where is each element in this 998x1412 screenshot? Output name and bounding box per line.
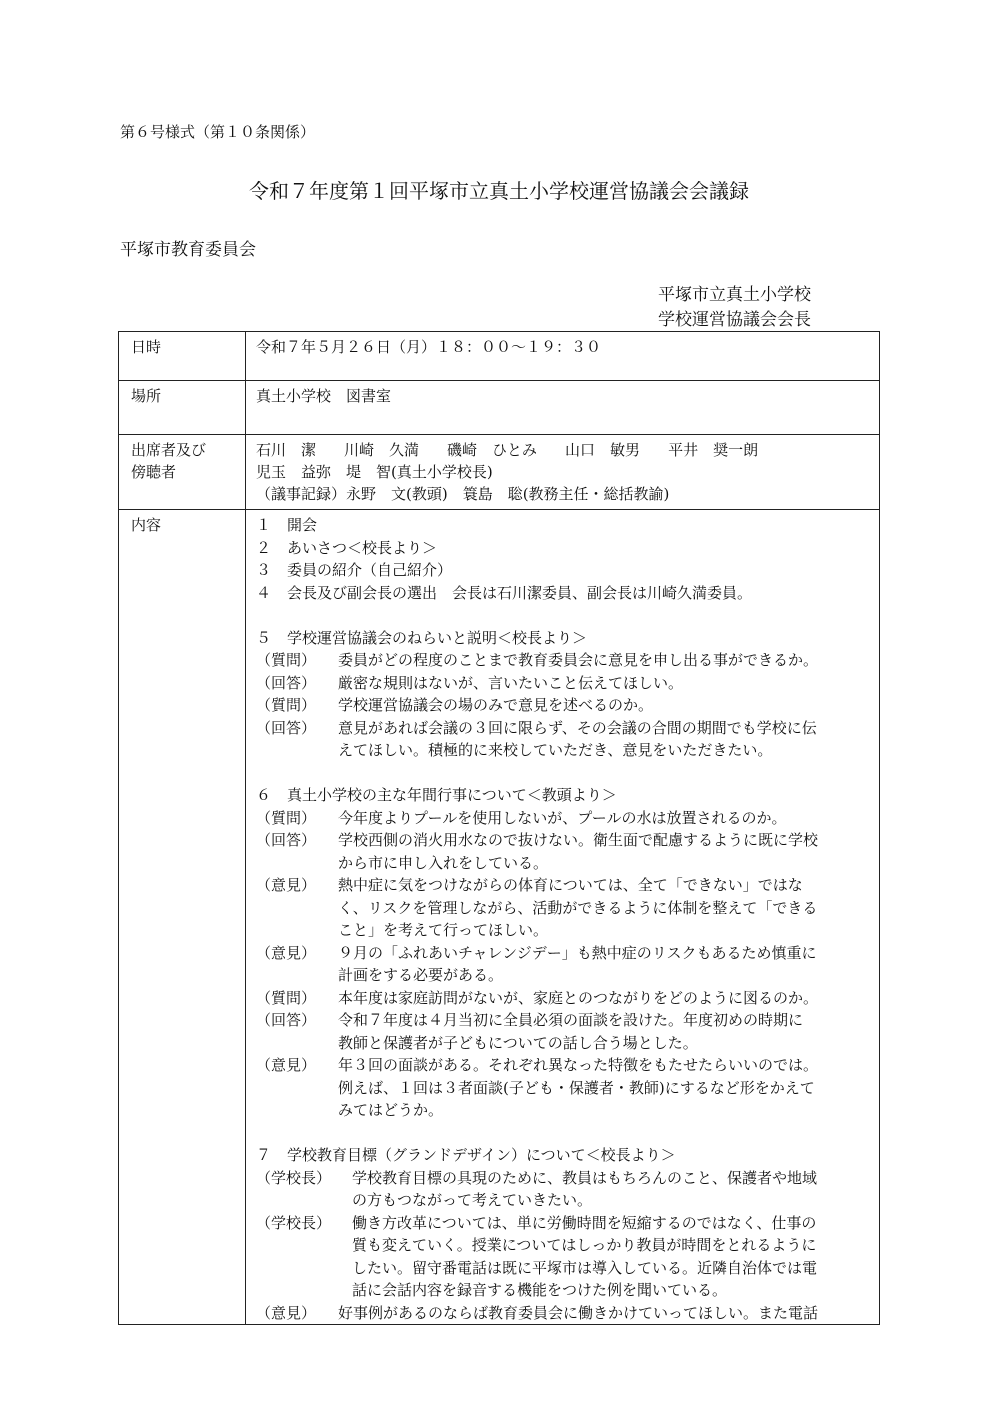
datetime-label: 日時 xyxy=(119,332,246,381)
entry-text-line: 厳密な規則はないが、言いたいこと伝えてほしい。 xyxy=(338,673,684,692)
entry-type-label: （学校長） xyxy=(256,1213,332,1232)
attendee-name: 平井 奨一朗 xyxy=(668,441,759,459)
entry-type-label: （意見） xyxy=(256,1056,317,1074)
entry-text-line: 学校教育目標の具現のために、教員はもちろんのこと、保護者や地域 xyxy=(352,1168,818,1187)
attendees-line1 xyxy=(256,439,873,461)
entry-text xyxy=(338,694,873,717)
discussion-entry xyxy=(256,672,873,695)
entry-text xyxy=(338,807,873,830)
agenda-items xyxy=(256,514,873,604)
document-title: 令和７年度第１回平塚市立真土小学校運営協議会会議録 xyxy=(249,179,749,203)
place-label: 場所 xyxy=(119,381,246,435)
entry-text-line: 熱中症に気をつけながらの体育については、全て「できない」ではな xyxy=(338,876,803,894)
row-place xyxy=(119,381,880,435)
section-heading xyxy=(256,784,873,807)
discussion-entry xyxy=(256,1167,873,1212)
section-5 xyxy=(256,627,873,762)
attendees-value xyxy=(246,435,880,510)
entry-text-line: 学校西側の消火用水なので抜けない。衛生面で配慮するように既に学校 xyxy=(338,831,819,849)
discussion-entry xyxy=(256,1212,873,1302)
section-6 xyxy=(256,784,873,1122)
entry-type-label: （意見） xyxy=(256,943,317,962)
agenda-item-number: ４ xyxy=(256,583,272,602)
entry-text xyxy=(338,717,873,762)
attendee-name: 石川 潔 xyxy=(256,441,317,459)
entry-text-line: えてほしい。積極的に来校していただき、意見をいただきたい。 xyxy=(338,741,773,759)
discussion-entry xyxy=(256,649,873,672)
row-attendees xyxy=(119,435,880,510)
attendees-line2: 児玉 益弥 堤 智(真土小学校長) xyxy=(256,463,493,481)
agenda-item xyxy=(256,582,873,605)
entry-text-line: 学校運営協議会の場のみで意見を述べるのか。 xyxy=(338,696,654,714)
section-heading-text: 真土小学校の主な年間行事について＜教頭より＞ xyxy=(287,786,617,804)
agenda-item-text: 開会 xyxy=(287,516,318,534)
entry-text-line: く、リスクを管理しながら、活動ができるように体制を整えて「できる xyxy=(338,898,818,917)
entry-text-line: したい。留守番電話は既に平塚市は導入している。近隣自治体では電 xyxy=(352,1258,818,1277)
entry-text-line: 委員がどの程度のことまで教育委員会に意見を申し出る事ができるか。 xyxy=(338,651,819,669)
entry-text-line: の方もつながって考えていきたい。 xyxy=(352,1191,593,1209)
entry-text xyxy=(338,1054,873,1122)
agenda-item-text: 委員の紹介（自己紹介） xyxy=(287,561,453,579)
entry-text-line: 令和７年度は４月当初に全員必須の面談を設けた。年度初めの時期に xyxy=(338,1011,804,1029)
discussion-entry xyxy=(256,694,873,717)
attendees-label-line1: 出席者及び xyxy=(131,441,207,459)
section-number: ７ xyxy=(256,1146,272,1164)
discussion-entry xyxy=(256,717,873,762)
place-value: 真土小学校 図書室 xyxy=(246,381,880,435)
content-value xyxy=(246,510,880,1325)
entry-text xyxy=(338,874,873,942)
discussion-entry xyxy=(256,829,873,874)
entry-type-label: （回答） xyxy=(256,718,317,737)
section-number: ６ xyxy=(256,786,272,804)
entry-text xyxy=(338,1009,873,1054)
form-number: 第６号様式（第１０条関係） xyxy=(120,123,316,141)
discussion-entry xyxy=(256,987,873,1010)
entry-text-line: 計画をする必要がある。 xyxy=(338,966,504,984)
row-content xyxy=(119,510,880,1325)
entry-text-line: ９月の「ふれあいチャレンジデー」も熱中症のリスクもあるため慎重に xyxy=(338,943,817,962)
minutes-table xyxy=(118,331,880,1325)
content-label: 内容 xyxy=(119,510,246,1325)
section-number: ５ xyxy=(256,628,272,647)
entry-text-line: 例えば、１回は３者面談(子ども・保護者・教師)にするなど形をかえて xyxy=(338,1078,815,1097)
agenda-item-number: １ xyxy=(256,516,272,534)
discussion-entry xyxy=(256,874,873,942)
section-heading xyxy=(256,627,873,650)
entry-type-label: （質問） xyxy=(256,651,317,669)
section-7 xyxy=(256,1144,873,1324)
sender-block xyxy=(658,283,811,333)
entry-text-line: から市に申し入れをしている。 xyxy=(338,853,549,872)
entry-type-label: （学校長） xyxy=(256,1168,332,1187)
agenda-item xyxy=(256,559,873,582)
recipient: 平塚市教育委員会 xyxy=(120,240,256,260)
section-heading-text: 学校運営協議会のねらいと説明＜校長より＞ xyxy=(287,628,588,647)
discussion-entry xyxy=(256,1054,873,1122)
entry-type-label: （意見） xyxy=(256,1303,317,1322)
section-heading xyxy=(256,1144,873,1167)
attendee-name: 磯崎 ひとみ xyxy=(447,441,538,459)
sender-title: 学校運営協議会会長 xyxy=(658,310,811,330)
agenda-item xyxy=(256,537,873,560)
entry-type-label: （回答） xyxy=(256,1011,317,1029)
agenda-item xyxy=(256,514,873,537)
entry-type-label: （回答） xyxy=(256,831,317,849)
entry-text-line: 本年度は家庭訪問がないが、家庭とのつながりをどのように図るのか。 xyxy=(338,988,819,1007)
entry-text-line: こと」を考えて行ってほしい。 xyxy=(338,921,549,939)
agenda-item-text: あいさつ＜校長より＞ xyxy=(287,538,438,557)
entry-text-line: 教師と保護者が子どもについての話し合う場とした。 xyxy=(338,1033,698,1052)
discussion-entry xyxy=(256,942,873,987)
entry-text xyxy=(352,1212,873,1302)
agenda-item-text: 会長及び副会長の選出 会長は石川潔委員、副会長は川崎久満委員。 xyxy=(287,583,753,602)
attendees-line3: （議事記録）永野 文(教頭) 簑島 聡(教務主任・総括教諭) xyxy=(256,485,670,503)
row-datetime xyxy=(119,332,880,381)
discussion-entry xyxy=(256,1302,873,1325)
entry-text-line: 好事例があるのならば教育委員会に働きかけていってほしい。また電話 xyxy=(338,1303,819,1322)
entry-text-line: 意見があれば会議の３回に限らず、その会議の合間の期間でも学校に伝 xyxy=(338,718,817,737)
entry-text-line: 年３回の面談がある。それぞれ異なった特徴をもたせたらいいのでは。 xyxy=(338,1056,819,1074)
entry-type-label: （回答） xyxy=(256,673,317,692)
attendees-label xyxy=(119,435,246,510)
entry-text-line: 話に会話内容を録音する機能をつけた例を聞いている。 xyxy=(352,1281,728,1299)
sender-school: 平塚市立真土小学校 xyxy=(658,285,811,305)
entry-text xyxy=(338,942,873,987)
entry-text xyxy=(338,987,873,1010)
entry-text xyxy=(338,829,873,874)
attendee-name: 川崎 久満 xyxy=(344,441,420,459)
agenda-item-number: ３ xyxy=(256,561,272,579)
entry-text xyxy=(352,1167,873,1212)
attendee-name: 山口 敏男 xyxy=(565,441,641,459)
entry-type-label: （質問） xyxy=(256,988,317,1007)
section-heading-text: 学校教育目標（グランドデザイン）について＜校長より＞ xyxy=(287,1146,676,1164)
entry-type-label: （意見） xyxy=(256,876,317,894)
entry-text xyxy=(338,649,873,672)
entry-text-line: 働き方改革については、単に労働時間を短縮するのではなく、仕事の xyxy=(352,1213,817,1232)
entry-type-label: （質問） xyxy=(256,696,317,714)
discussion-entry xyxy=(256,807,873,830)
entry-type-label: （質問） xyxy=(256,808,317,827)
entry-text-line: 質も変えていく。授業についてはしっかり教員が時間をとれるように xyxy=(352,1236,817,1254)
discussion-entry xyxy=(256,1009,873,1054)
attendees-label-line2: 傍聴者 xyxy=(131,463,177,481)
agenda-item-number: ２ xyxy=(256,538,272,557)
entry-text xyxy=(338,1302,873,1325)
entry-text xyxy=(338,672,873,695)
datetime-value: 令和７年５月２６日（月）１８：００〜１９：３０ xyxy=(246,332,880,381)
entry-text-line: みてはどうか。 xyxy=(338,1101,444,1119)
entry-text-line: 今年度よりプールを使用しないが、プールの水は放置されるのか。 xyxy=(338,808,787,827)
